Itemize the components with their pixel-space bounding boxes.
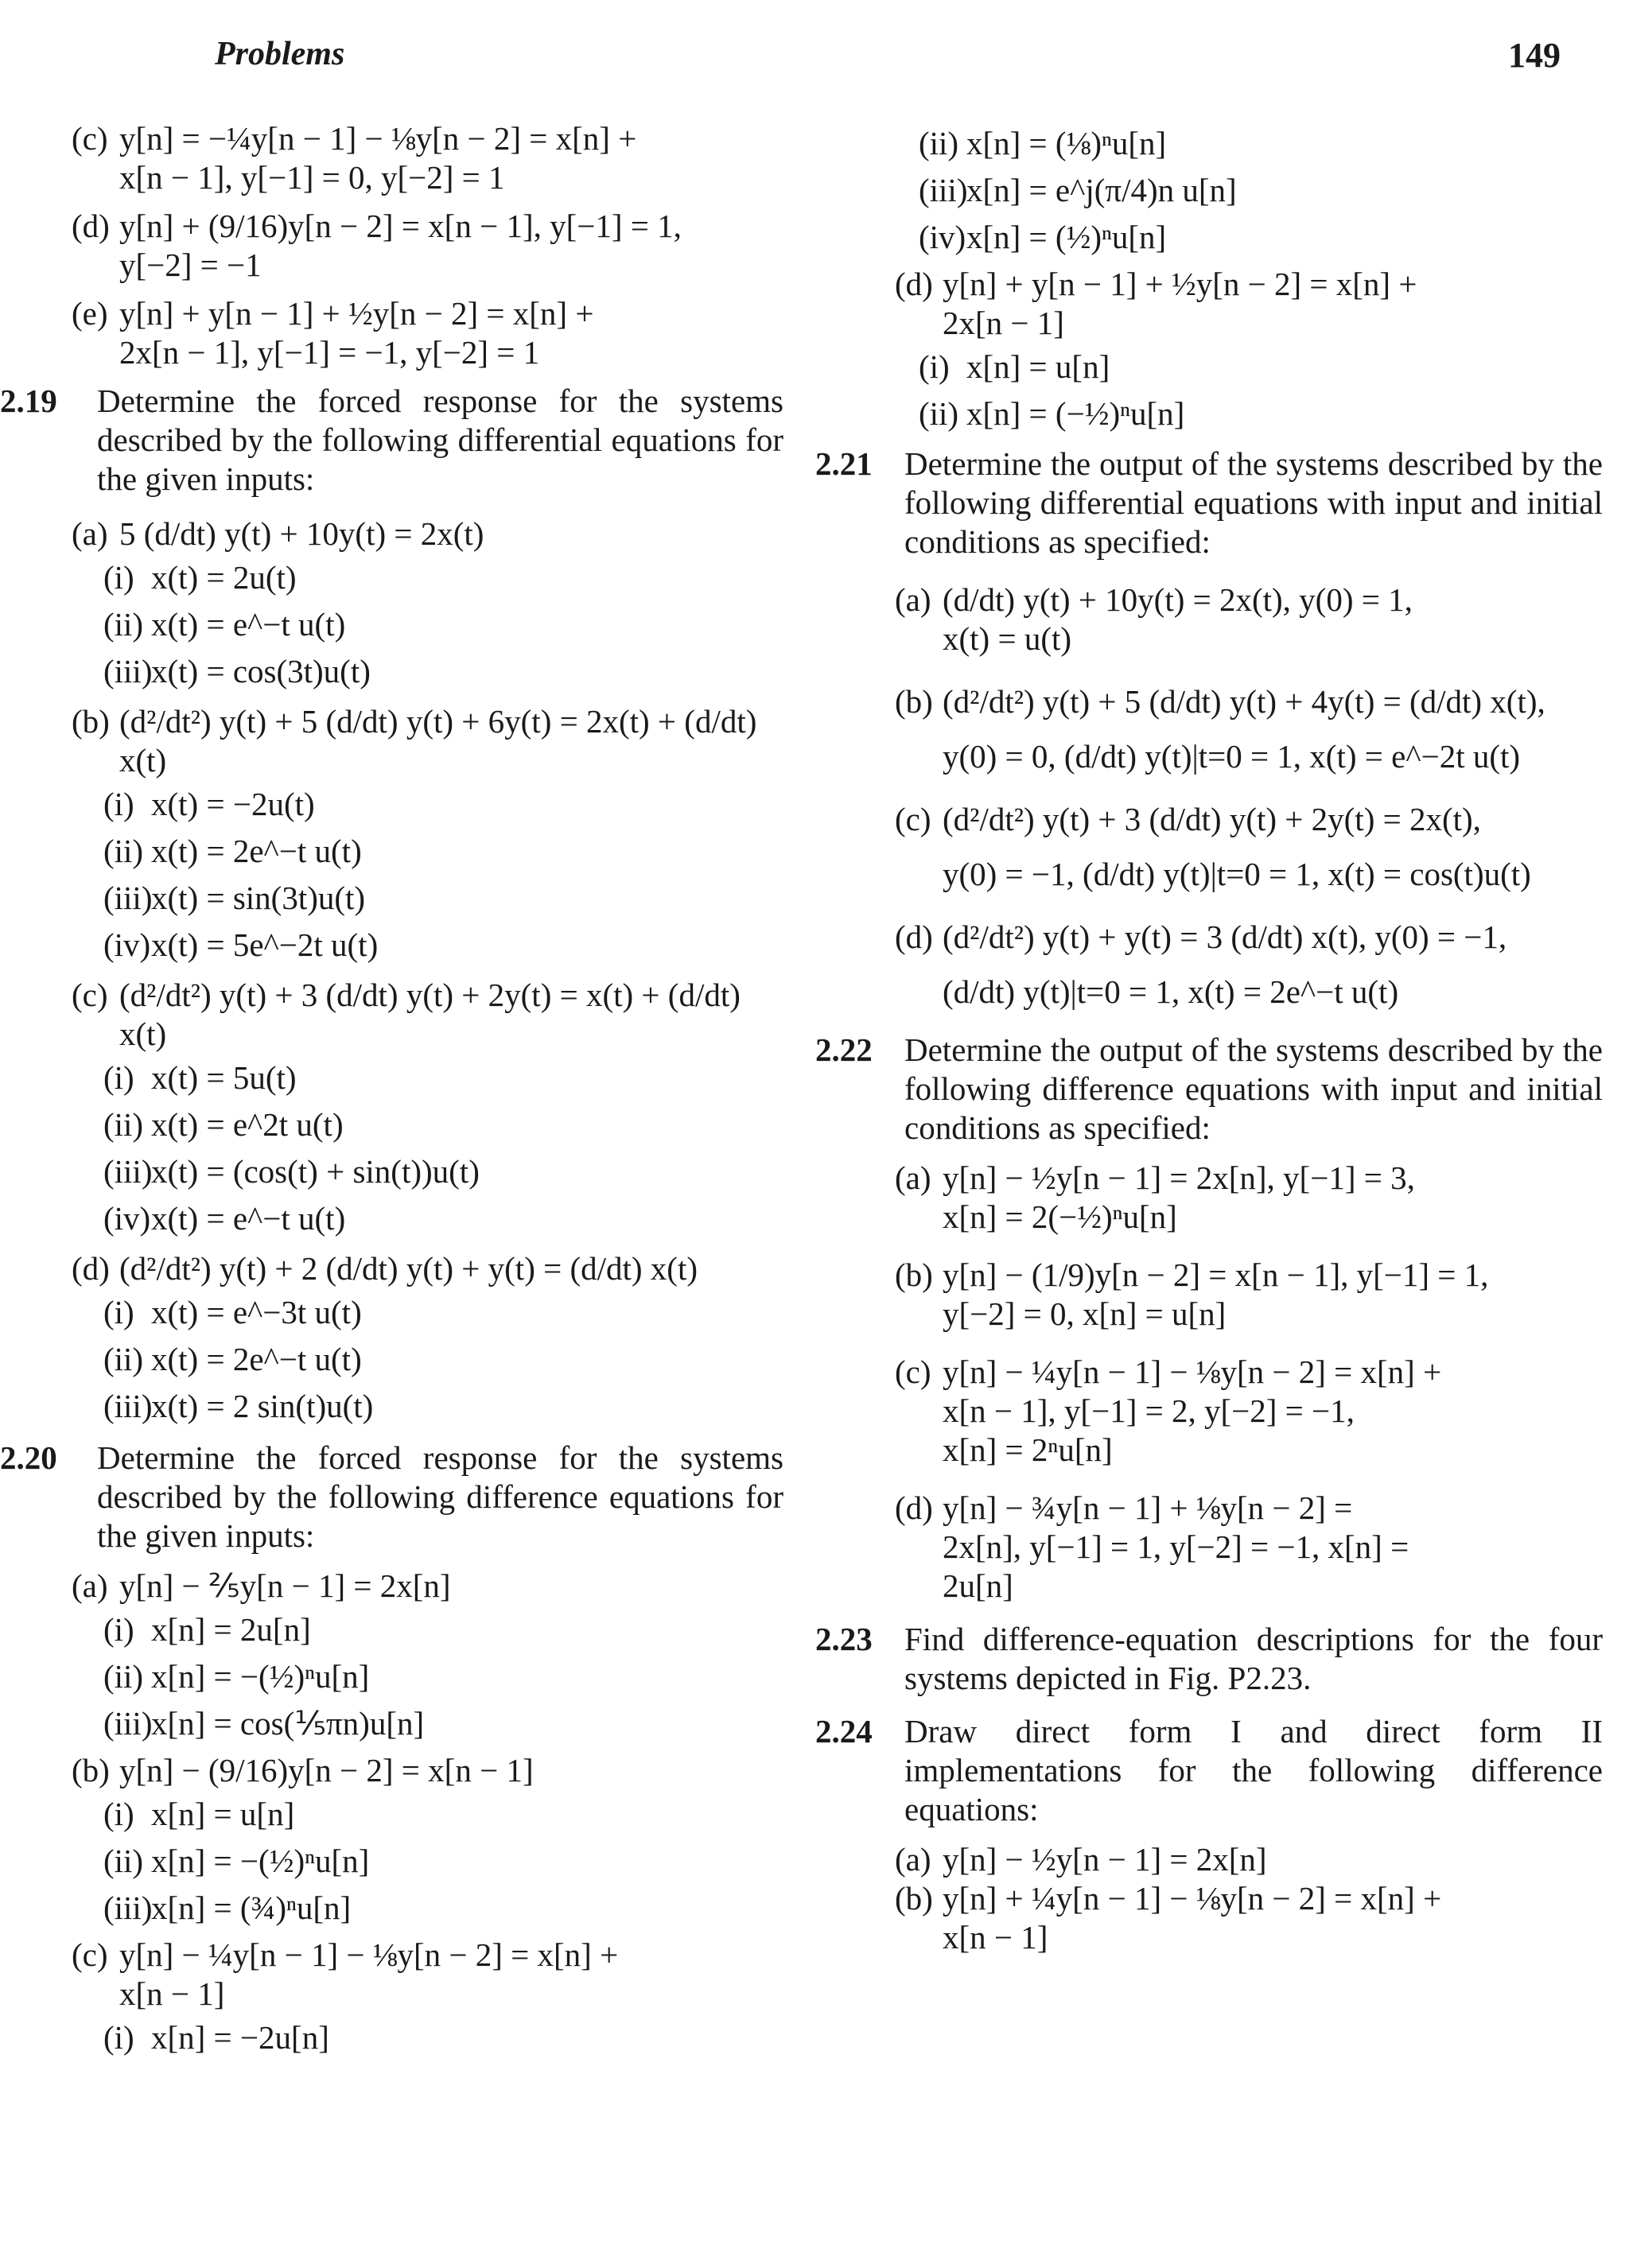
problem-2-21-part-b: (b) (d²/dt²) y(t) + 5 (d/dt) y(t) + 4y(t) = (d/dt) x(t), y(0) = 0, (d/dt) y(t)|t=0 = 1, x(t) = e^−2t u(t) — [895, 683, 1545, 775]
left-column — [0, 119, 783, 2065]
problem-text: Determine the forced response for the systems described by the following difference equations for the given inputs: — [97, 1439, 783, 1554]
item-label: (ii) — [919, 395, 959, 432]
item-label: (iii) — [103, 1153, 153, 1190]
equation: x(t) = sin(3t)u(t) — [151, 880, 366, 916]
sub-item — [103, 1610, 783, 1649]
sub-item — [919, 348, 1603, 386]
problem-2-24-part-b: (b) y[n] + ¼y[n − 1] − ⅛y[n − 2] = x[n] + x[n − 1] — [895, 1880, 1442, 1955]
problem-2-19-part-b: (b) (d²/dt²) y(t) + 5 (d/dt) y(t) + 6y(t) = 2x(t) + (d/dt) x(t) — [72, 703, 757, 779]
equation: x(t) = cos(3t)u(t) — [151, 653, 371, 689]
equation: x[n] = −2u[n] — [151, 2019, 329, 2056]
item-label: (iv) — [103, 926, 151, 963]
problem-2-22-part-c: (c) y[n] − ¼y[n − 1] − ⅛y[n − 2] = x[n] + x[n − 1], y[−1] = 2, y[−2] = −1, x[n] = 2ⁿu[n] — [895, 1353, 1442, 1468]
equation: x(t) = e^−t u(t) — [151, 1200, 346, 1237]
sub-item — [103, 1889, 783, 1928]
sub-item — [103, 832, 783, 871]
sub-item — [919, 171, 1603, 210]
problem-2-18-part-c: (c) y[n] = −¼y[n − 1] − ⅛y[n − 2] = x[n] + x[n − 1], y[−1] = 0, y[−2] = 1 — [72, 120, 637, 196]
equation: x[n] = 2u[n] — [151, 1611, 311, 1648]
sub-item — [103, 1704, 783, 1743]
problem-text: Determine the output of the systems described by the following differential equations with input and initial conditions as specified: — [904, 445, 1603, 560]
problem-2-24-part-a: (a) y[n] − ½y[n − 1] = 2x[n] — [895, 1841, 1267, 1878]
equation: x[n] = −(½)ⁿu[n] — [151, 1658, 370, 1695]
equation: x[n] = (−½)ⁿu[n] — [966, 395, 1185, 432]
problem-2-24: 2.24 Draw direct form I and direct form II implementations for the following difference equations: — [815, 1713, 1603, 1827]
sub-item — [103, 879, 783, 918]
sub-item — [103, 926, 783, 965]
sub-item — [103, 1199, 783, 1238]
right-column — [815, 119, 1603, 1957]
sub-item — [103, 1842, 783, 1881]
item-label: (iii) — [103, 1388, 153, 1424]
problem-2-20-part-a: (a) y[n] − ⅖y[n − 1] = 2x[n] — [72, 1567, 451, 1604]
sub-item — [103, 785, 783, 824]
item-label: (i) — [103, 1059, 134, 1096]
item-label: (iii) — [103, 1705, 153, 1742]
item-label: (i) — [919, 348, 950, 385]
item-label: (iv) — [919, 219, 966, 255]
item-label: (i) — [103, 1294, 134, 1330]
problem-2-19: 2.19 Determine the forced response for the systems described by the following differential equations for the given inputs: — [0, 383, 783, 497]
problem-2-22: 2.22 Determine the output of the systems described by the following difference equations with input and initial conditions as specified: — [815, 1031, 1603, 1146]
sub-item — [103, 1795, 783, 1834]
item-label: (i) — [103, 1611, 134, 1648]
problem-2-19-part-c: (c) (d²/dt²) y(t) + 3 (d/dt) y(t) + 2y(t) = x(t) + (d/dt) x(t) — [72, 977, 741, 1052]
sub-item — [103, 652, 783, 691]
problem-2-22-part-a: (a) y[n] − ½y[n − 1] = 2x[n], y[−1] = 3, x[n] = 2(−½)ⁿu[n] — [895, 1159, 1415, 1235]
equation: x(t) = 2 sin(t)u(t) — [151, 1388, 374, 1424]
equation: x(t) = −2u(t) — [151, 786, 315, 822]
equation: x[n] = (½)ⁿu[n] — [966, 219, 1167, 255]
sub-item — [103, 2018, 783, 2057]
sub-item — [103, 1152, 783, 1191]
sub-item — [103, 1058, 783, 1097]
sub-item — [103, 1105, 783, 1144]
equation: x(t) = e^2t u(t) — [151, 1106, 344, 1143]
equation: x[n] = (¾)ⁿu[n] — [151, 1889, 352, 1926]
sub-item — [103, 1340, 783, 1379]
equation: x(t) = 5u(t) — [151, 1059, 297, 1096]
item-label: (i) — [103, 2019, 134, 2056]
equation: x(t) = e^−3t u(t) — [151, 1294, 362, 1330]
sub-item — [103, 558, 783, 597]
equation: x(t) = 2e^−t u(t) — [151, 833, 362, 869]
item-label: (ii) — [103, 606, 144, 643]
problem-2-21-part-a: (a) (d/dt) y(t) + 10y(t) = 2x(t), y(0) = 1, x(t) = u(t) — [895, 581, 1413, 657]
item-label: (ii) — [103, 1658, 144, 1695]
problem-2-23: 2.23 Find difference-equation descriptions for the four systems depicted in Fig. P2.23. — [815, 1621, 1603, 1696]
sub-item — [103, 1657, 783, 1696]
sub-item — [103, 1387, 783, 1426]
sub-item — [919, 124, 1603, 163]
problem-2-21-part-d: (d) (d²/dt²) y(t) + y(t) = 3 (d/dt) x(t), y(0) = −1, (d/dt) y(t)|t=0 = 1, x(t) = 2e^−t u(t) — [895, 918, 1507, 1010]
problem-2-22-part-d: (d) y[n] − ¾y[n − 1] + ⅛y[n − 2] = 2x[n], y[−1] = 1, y[−2] = −1, x[n] = 2u[n] — [895, 1489, 1409, 1604]
sub-item — [103, 605, 783, 644]
sub-item — [103, 1293, 783, 1332]
item-label: (ii) — [103, 1843, 144, 1879]
problem-text: Find difference-equation descriptions for the four systems depicted in Fig. P2.23. — [904, 1621, 1603, 1696]
item-label: (ii) — [103, 1106, 144, 1143]
equation: x[n] = −(½)ⁿu[n] — [151, 1843, 370, 1879]
item-label: (i) — [103, 1796, 134, 1832]
item-label: (ii) — [103, 1341, 144, 1377]
sub-item — [919, 394, 1603, 433]
equation: x[n] = u[n] — [966, 348, 1110, 385]
equation: x(t) = 2e^−t u(t) — [151, 1341, 362, 1377]
item-label: (iii) — [919, 172, 968, 208]
sub-item — [919, 218, 1603, 257]
problem-text: Draw direct form I and direct form II implementations for the following difference equations: — [904, 1713, 1603, 1827]
equation: x[n] = (⅛)ⁿu[n] — [966, 125, 1167, 161]
problem-2-20-part-c: (c) y[n] − ¼y[n − 1] − ⅛y[n − 2] = x[n] + x[n − 1] — [72, 1936, 619, 2012]
item-label: (i) — [103, 786, 134, 822]
item-label: (iii) — [103, 653, 153, 689]
problem-2-21: 2.21 Determine the output of the systems described by the following differential equations with input and initial conditions as specified: — [815, 445, 1603, 560]
item-label: (iii) — [103, 880, 153, 916]
item-label: (iii) — [103, 1889, 153, 1926]
problem-2-20-part-b: (b) y[n] − (9/16)y[n − 2] = x[n − 1] — [72, 1752, 534, 1788]
equation: x[n] = u[n] — [151, 1796, 295, 1832]
problem-text: Determine the forced response for the systems described by the following differential equations for the given inputs: — [97, 383, 783, 497]
problem-2-22-part-b: (b) y[n] − (1/9)y[n − 2] = x[n − 1], y[−1] = 1, y[−2] = 0, x[n] = u[n] — [895, 1256, 1489, 1332]
problem-2-19-part-a: (a) 5 (d/dt) y(t) + 10y(t) = 2x(t) — [72, 515, 484, 552]
problem-text: Determine the output of the systems described by the following difference equations with input and initial conditions as specified: — [904, 1031, 1603, 1146]
equation: x[n] = e^j(π/4)n u[n] — [966, 172, 1237, 208]
equation: x(t) = 2u(t) — [151, 559, 297, 596]
equation: x(t) = 5e^−2t u(t) — [151, 926, 379, 963]
item-label: (iv) — [103, 1200, 151, 1237]
item-label: (ii) — [919, 125, 959, 161]
item-label: (ii) — [103, 833, 144, 869]
problem-2-21-part-c: (c) (d²/dt²) y(t) + 3 (d/dt) y(t) + 2y(t) = 2x(t), y(0) = −1, (d/dt) y(t)|t=0 = 1, x(t) = cos(t)u(t) — [895, 801, 1531, 892]
problem-2-18-part-e: (e) y[n] + y[n − 1] + ½y[n − 2] = x[n] + 2x[n − 1], y[−1] = −1, y[−2] = 1 — [72, 295, 594, 371]
equation: x(t) = e^−t u(t) — [151, 606, 346, 643]
problem-2-20: 2.20 Determine the forced response for the systems described by the following difference equations for the given inputs: — [0, 1439, 783, 1554]
running-header: Problems — [215, 36, 345, 72]
equation: x[n] = cos(⅕πn)u[n] — [151, 1705, 425, 1742]
problem-2-18-part-d: (d) y[n] + (9/16)y[n − 2] = x[n − 1], y[−1] = 1, y[−2] = −1 — [72, 208, 682, 283]
equation: x(t) = (cos(t) + sin(t))u(t) — [151, 1153, 480, 1190]
problem-2-19-part-d: (d) (d²/dt²) y(t) + 2 (d/dt) y(t) + y(t) = (d/dt) x(t) — [72, 1250, 698, 1287]
item-label: (i) — [103, 559, 134, 596]
page-number: 149 — [1508, 36, 1561, 75]
problem-2-20-part-d: (d) y[n] + y[n − 1] + ½y[n − 2] = x[n] + 2x[n − 1] — [895, 266, 1417, 341]
